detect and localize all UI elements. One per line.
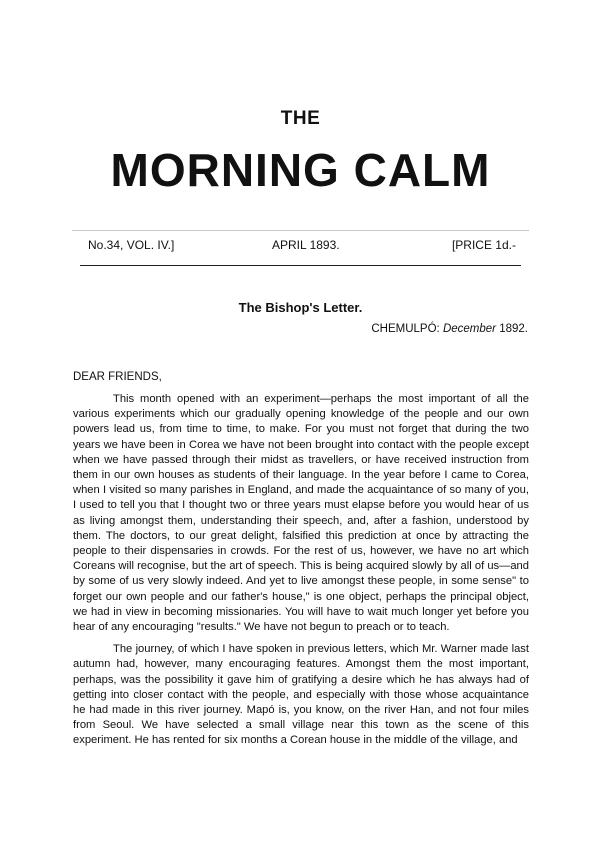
issue-price: [PRICE 1d.- — [451, 238, 516, 252]
issue-info-line — [80, 238, 520, 256]
paragraph: This month opened with an experiment—perhaps the most important of all the various experiments which our gradually opening knowledge of the people and our own powers lead us, from time to time, to make. For you must not forget that during the two years we have been in Corea we have not been brought into contact with the people except when we have passed through their midst as travellers, or have received instruction from them in our own houses as students of their language. In the year before I came to Corea, when I visited so many parishes in England, and made the acquaintance of so many of you, I used to tell you that I thought two or three years must elapse before you would hear of us as living amongst them, understanding their speech, and, after a fashion, understood by them. The doctors, to our great delight, falsified this prediction at once by attracting the people to their dispensaries in crowds. For the rest of us, however, we have no art which Coreans will recognise, but the art of speech. This is being acquired slowly by all of us—and by some of us very slowly indeed. And yet to live amongst these people, in some sense" to forget our own people and our father's house," is one object, perhaps the principal object, we had in view in becoming missionaries. You will have to wait much longer yet before you hear of any encouraging "results." We have not begun to preach or to teach. — [73, 393, 529, 634]
salutation: DEAR FRIENDS, — [73, 371, 162, 383]
issue-date: APRIL 1893. — [272, 238, 340, 252]
dateline-month: December — [442, 323, 497, 335]
article-body — [73, 392, 529, 756]
dateline-year: 1892. — [499, 323, 528, 335]
masthead-the: THE — [280, 108, 321, 129]
paragraph: The journey, of which I have spoken in previous letters, which Mr. Warner made last autumn had, however, many encouraging features. Amongst them the most important, perhaps, was the possibility it gave him of gratifying a desire which he has always had of getting into closer contact with the people, and especially with those whose acquaintance he had made in this river journey. Mapó is, you know, on the river Han, and not four miles from Seoul. We have selected a small village near this town as the scene of this experiment. He has rented for six months a Corean house in the middle of the village, and — [73, 643, 529, 747]
article-dateline — [371, 323, 528, 335]
dateline-place: CHEMULPÓ: — [371, 323, 440, 335]
article-title: The Bishop's Letter. — [238, 300, 363, 315]
masthead-title: MORNING CALM — [110, 144, 491, 196]
bottom-divider — [80, 265, 521, 266]
issue-number: No.34, VOL. IV.] — [88, 238, 175, 252]
top-divider — [72, 230, 529, 231]
